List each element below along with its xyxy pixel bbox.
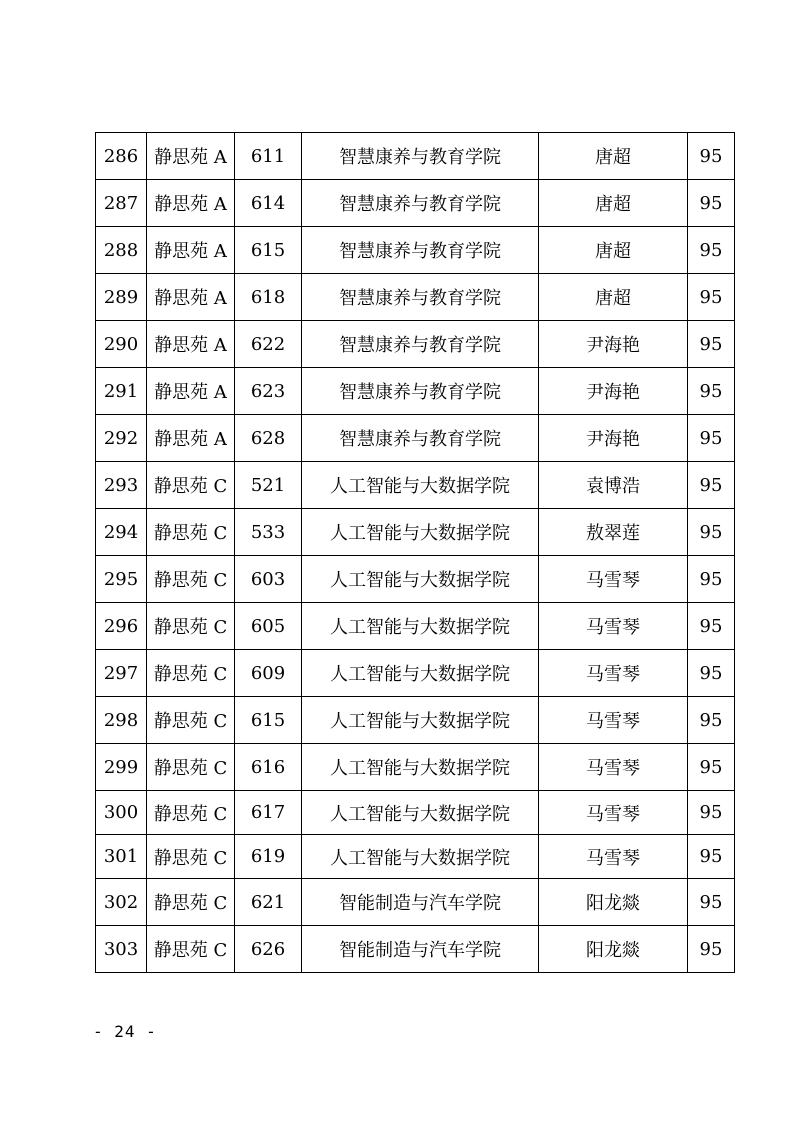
row-number-cell: 301 [96,835,147,879]
college-cell: 智慧康养与教育学院 [302,415,539,462]
building-cell: 静思苑 A [147,227,235,274]
name-cell: 马雪琴 [539,697,688,744]
building-cell: 静思苑 C [147,462,235,509]
row-number-cell: 292 [96,415,147,462]
table-row [96,321,735,368]
score-cell: 95 [688,744,735,791]
building-cell: 静思苑 C [147,603,235,650]
score-cell: 95 [688,368,735,415]
row-number-cell: 299 [96,744,147,791]
college-cell: 智慧康养与教育学院 [302,180,539,227]
table-row [96,180,735,227]
name-cell: 唐超 [539,133,688,180]
row-number-cell: 300 [96,791,147,835]
room-number-cell: 615 [235,227,302,274]
name-cell: 敖翠莲 [539,509,688,556]
table-row [96,835,735,879]
row-number-cell: 293 [96,462,147,509]
table-row [96,603,735,650]
table-row [96,415,735,462]
room-number-cell: 616 [235,744,302,791]
college-cell: 智慧康养与教育学院 [302,321,539,368]
row-number-cell: 298 [96,697,147,744]
row-number-cell: 296 [96,603,147,650]
name-cell: 马雪琴 [539,650,688,697]
room-number-cell: 609 [235,650,302,697]
table-row [96,133,735,180]
name-cell: 尹海艳 [539,415,688,462]
building-cell: 静思苑 C [147,650,235,697]
table-row [96,368,735,415]
table-row [96,879,735,926]
row-number-cell: 286 [96,133,147,180]
room-number-cell: 618 [235,274,302,321]
score-cell: 95 [688,509,735,556]
row-number-cell: 288 [96,227,147,274]
score-cell: 95 [688,650,735,697]
college-cell: 人工智能与大数据学院 [302,509,539,556]
room-number-cell: 521 [235,462,302,509]
score-cell: 95 [688,835,735,879]
college-cell: 智慧康养与教育学院 [302,227,539,274]
score-cell: 95 [688,274,735,321]
college-cell: 智慧康养与教育学院 [302,274,539,321]
room-number-cell: 623 [235,368,302,415]
row-number-cell: 294 [96,509,147,556]
room-number-cell: 628 [235,415,302,462]
building-cell: 静思苑 C [147,835,235,879]
college-cell: 智能制造与汽车学院 [302,926,539,973]
building-cell: 静思苑 A [147,321,235,368]
building-cell: 静思苑 A [147,133,235,180]
score-cell: 95 [688,603,735,650]
building-cell: 静思苑 C [147,744,235,791]
college-cell: 人工智能与大数据学院 [302,603,539,650]
building-cell: 静思苑 A [147,368,235,415]
table-row [96,556,735,603]
row-number-cell: 287 [96,180,147,227]
college-cell: 智慧康养与教育学院 [302,133,539,180]
building-cell: 静思苑 C [147,556,235,603]
row-number-cell: 297 [96,650,147,697]
score-cell: 95 [688,415,735,462]
table-body [96,133,735,973]
table-row [96,926,735,973]
name-cell: 阳龙燚 [539,879,688,926]
building-cell: 静思苑 C [147,697,235,744]
name-cell: 马雪琴 [539,556,688,603]
room-number-cell: 533 [235,509,302,556]
building-cell: 静思苑 A [147,274,235,321]
score-cell: 95 [688,697,735,744]
table-row [96,227,735,274]
row-number-cell: 289 [96,274,147,321]
room-number-cell: 626 [235,926,302,973]
table-row [96,791,735,835]
score-cell: 95 [688,926,735,973]
name-cell: 阳龙燚 [539,926,688,973]
college-cell: 智慧康养与教育学院 [302,368,539,415]
college-cell: 人工智能与大数据学院 [302,835,539,879]
building-cell: 静思苑 A [147,415,235,462]
room-number-cell: 611 [235,133,302,180]
name-cell: 尹海艳 [539,321,688,368]
table-row [96,509,735,556]
score-cell: 95 [688,227,735,274]
score-cell: 95 [688,879,735,926]
building-cell: 静思苑 C [147,926,235,973]
page-number: - 24 - [93,1022,157,1041]
room-number-cell: 619 [235,835,302,879]
college-cell: 人工智能与大数据学院 [302,462,539,509]
name-cell: 马雪琴 [539,791,688,835]
room-number-cell: 621 [235,879,302,926]
row-number-cell: 295 [96,556,147,603]
room-number-cell: 605 [235,603,302,650]
score-cell: 95 [688,462,735,509]
score-cell: 95 [688,180,735,227]
college-cell: 人工智能与大数据学院 [302,556,539,603]
room-number-cell: 617 [235,791,302,835]
table-row [96,650,735,697]
building-cell: 静思苑 C [147,509,235,556]
college-cell: 智能制造与汽车学院 [302,879,539,926]
building-cell: 静思苑 A [147,180,235,227]
room-number-cell: 622 [235,321,302,368]
score-cell: 95 [688,556,735,603]
row-number-cell: 303 [96,926,147,973]
name-cell: 袁博浩 [539,462,688,509]
name-cell: 唐超 [539,274,688,321]
row-number-cell: 302 [96,879,147,926]
name-cell: 尹海艳 [539,368,688,415]
college-cell: 人工智能与大数据学院 [302,791,539,835]
building-cell: 静思苑 C [147,879,235,926]
college-cell: 人工智能与大数据学院 [302,650,539,697]
table-row [96,462,735,509]
score-cell: 95 [688,791,735,835]
room-number-cell: 614 [235,180,302,227]
table-row [96,744,735,791]
table-row [96,274,735,321]
score-cell: 95 [688,133,735,180]
college-cell: 人工智能与大数据学院 [302,697,539,744]
name-cell: 马雪琴 [539,744,688,791]
name-cell: 唐超 [539,227,688,274]
table-row [96,697,735,744]
room-number-cell: 603 [235,556,302,603]
room-number-cell: 615 [235,697,302,744]
name-cell: 马雪琴 [539,835,688,879]
dormitory-score-table [95,132,735,973]
row-number-cell: 290 [96,321,147,368]
score-cell: 95 [688,321,735,368]
name-cell: 唐超 [539,180,688,227]
row-number-cell: 291 [96,368,147,415]
name-cell: 马雪琴 [539,603,688,650]
college-cell: 人工智能与大数据学院 [302,744,539,791]
building-cell: 静思苑 C [147,791,235,835]
